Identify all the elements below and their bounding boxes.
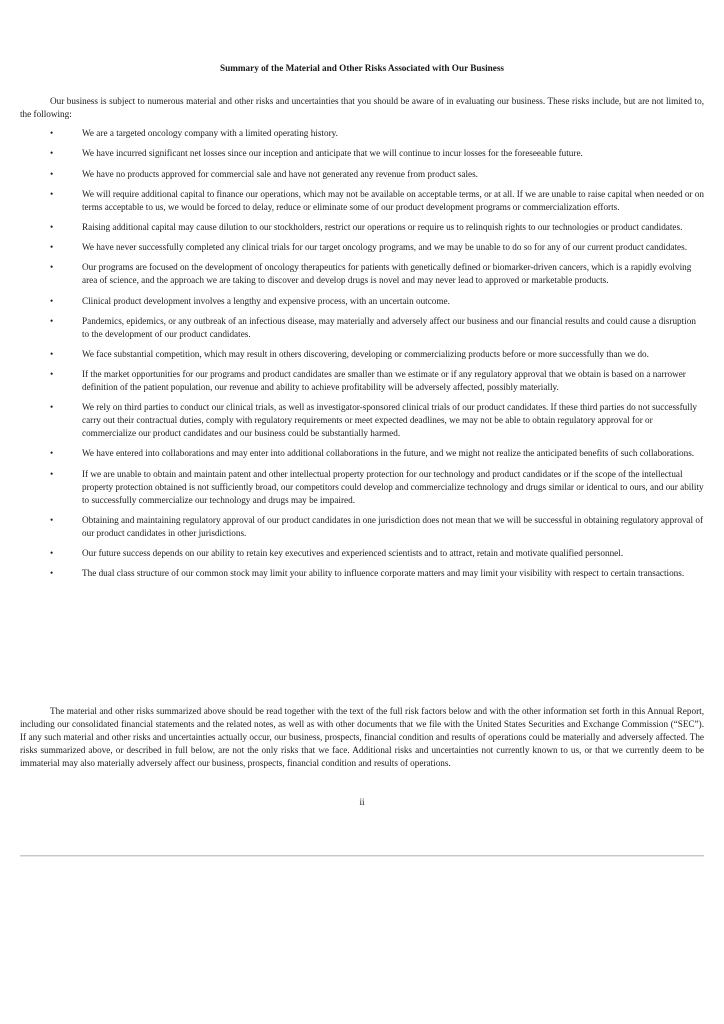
risk-bullet-list bbox=[20, 127, 704, 587]
bullet-marker: • bbox=[50, 128, 54, 138]
risk-bullet-text: Obtaining and maintaining regulatory approval of our product candidates in one jurisdiction does not mean that we will be successful in obtaining regulatory approval of our product candidates in other jurisdictions. bbox=[82, 514, 704, 538]
page-number: ii bbox=[359, 797, 365, 807]
risk-bullet-item bbox=[20, 295, 704, 308]
risk-bullet-text: We have incurred significant net losses since our inception and anticipate that we will continue to incur losses for the foreseeable future. bbox=[82, 148, 583, 159]
risk-bullet-item bbox=[20, 127, 704, 140]
risk-bullet-item bbox=[20, 401, 704, 440]
bullet-marker: • bbox=[50, 348, 54, 359]
bullet-marker: • bbox=[50, 402, 54, 413]
bullet-marker: • bbox=[50, 448, 54, 459]
risk-bullet-item bbox=[20, 468, 704, 507]
risk-bullet-text: We face substantial competition, which may result in others discovering, developing or commercializing products before or more successfully than we do. bbox=[82, 348, 649, 359]
bullet-marker: • bbox=[50, 514, 54, 525]
risk-bullet-text: Pandemics, epidemics, or any outbreak of an infectious disease, may materially and adversely affect our business and our financial results and could cause a disruption to the development of our product candidates. bbox=[82, 315, 696, 339]
bullet-marker: • bbox=[50, 148, 54, 159]
risk-bullet-text: We are a targeted oncology company with a limited operating history. bbox=[82, 128, 338, 138]
risk-bullet-text: Clinical product development involves a lengthy and expensive process, with an uncertain outcome. bbox=[82, 295, 450, 306]
bullet-marker: • bbox=[50, 242, 54, 253]
risk-bullet-item bbox=[20, 547, 704, 560]
risk-bullet-text: We have no products approved for commercial sale and have not generated any revenue from product sales. bbox=[82, 168, 478, 179]
risk-bullet-text: If we are unable to obtain and maintain patent and other intellectual property protection for our technology and product candidates or if the scope of the intellectual property protection obtained is not sufficiently broad, our competitors could develop and commercialize technology and drugs similar or identical to ours, and our ability to successfully commercialize our technology and drugs may be impaired. bbox=[82, 468, 704, 505]
risk-bullet-text: Our programs are focused on the development of oncology therapeutics for patients with genetically defined or biomarker-driven cancers, which is a rapidly evolving area of science, and the approach we are taking to discover and develop drugs is novel and may never lead to approved or marketable products. bbox=[82, 262, 692, 286]
risk-bullet-text: Raising additional capital may cause dilution to our stockholders, restrict our operations or require us to relinquish rights to our technologies or product candidates. bbox=[82, 221, 683, 232]
bullet-marker: • bbox=[50, 315, 54, 326]
risk-bullet-item bbox=[20, 447, 704, 460]
closing-paragraph: The material and other risks summarized above should be read together with the text of the full risk factors below and with the other information set forth in this Annual Report, including our consolidated financial statements and the related notes, as well as with other documents that we file with the United States Securities and Exchange Commission (“SEC”). If any such material and other risks and uncertainties actually occur, our business, prospects, financial condition and results of operations could be materially and adversely affected. The risks summarized above, or described in full below, are not the only risks that we face. Additional risks and uncertainties not currently known to us, or that we currently deem to be immaterial may also materially adversely affect our business, prospects, financial condition and results of operations. bbox=[20, 706, 704, 768]
risk-bullet-text: Our future success depends on our ability to retain key executives and experienced scientists and to attract, retain and motivate qualified personnel. bbox=[82, 547, 624, 558]
risk-bullet-item bbox=[20, 315, 704, 341]
risk-bullet-item bbox=[20, 188, 704, 214]
risk-bullet-item bbox=[20, 368, 704, 394]
bullet-marker: • bbox=[50, 262, 54, 273]
risk-bullet-text: We have entered into collaborations and may enter into additional collaborations in the future, and we might not realize the anticipated benefits of such collaborations. bbox=[82, 448, 695, 459]
risk-bullet-item bbox=[20, 221, 704, 234]
bullet-marker: • bbox=[50, 568, 54, 579]
bullet-marker: • bbox=[50, 295, 54, 306]
risk-bullet-item bbox=[20, 348, 704, 361]
risk-bullet-text: If the market opportunities for our programs and product candidates are smaller than we estimate or if any regulatory approval that we obtain is based on a narrower definition of the patient population, our revenue and ability to achieve profitability will be adversely affected, possibly materially. bbox=[82, 369, 686, 393]
risk-bullet-item bbox=[20, 567, 704, 580]
intro-paragraph: Our business is subject to numerous material and other risks and uncertainties that you should be aware of in evaluating our business. These risks include, but are not limited to, the following: bbox=[20, 96, 704, 119]
risk-bullet-item bbox=[20, 241, 704, 254]
risk-bullet-item bbox=[20, 168, 704, 181]
bullet-marker: • bbox=[50, 221, 54, 232]
risk-bullet-text: The dual class structure of our common stock may limit your ability to influence corporate matters and may limit your visibility with respect to certain transactions. bbox=[82, 568, 685, 579]
risk-bullet-text: We will require additional capital to finance our operations, which may not be available on acceptable terms, or at all. If we are unable to raise capital when needed or on terms acceptable to us, we would be forced to delay, reduce or eliminate some of our product development programs or commercialization efforts. bbox=[82, 188, 704, 212]
page-divider bbox=[20, 855, 704, 856]
risk-bullet-item bbox=[20, 261, 704, 287]
bullet-marker: • bbox=[50, 468, 54, 479]
risk-bullet-item bbox=[20, 514, 704, 540]
bullet-marker: • bbox=[50, 188, 54, 199]
bullet-marker: • bbox=[50, 547, 54, 558]
risk-bullet-text: We rely on third parties to conduct our clinical trials, as well as investigator-sponsored clinical trials of our product candidates. If these third parties do not successfully carry out their contractual duties, comply with regulatory requirements or meet expected deadlines, we may not be able to obtain regulatory approval for or commercialize our product candidates and our business could be substantially harmed. bbox=[82, 402, 697, 439]
section-title: Summary of the Material and Other Risks Associated with Our Business bbox=[220, 63, 504, 73]
risk-bullet-text: We have never successfully completed any clinical trials for our target oncology programs, and we may be unable to do so for any of our current product candidates. bbox=[82, 242, 688, 253]
bullet-marker: • bbox=[50, 168, 54, 179]
bullet-marker: • bbox=[50, 369, 54, 380]
risk-bullet-item bbox=[20, 147, 704, 160]
